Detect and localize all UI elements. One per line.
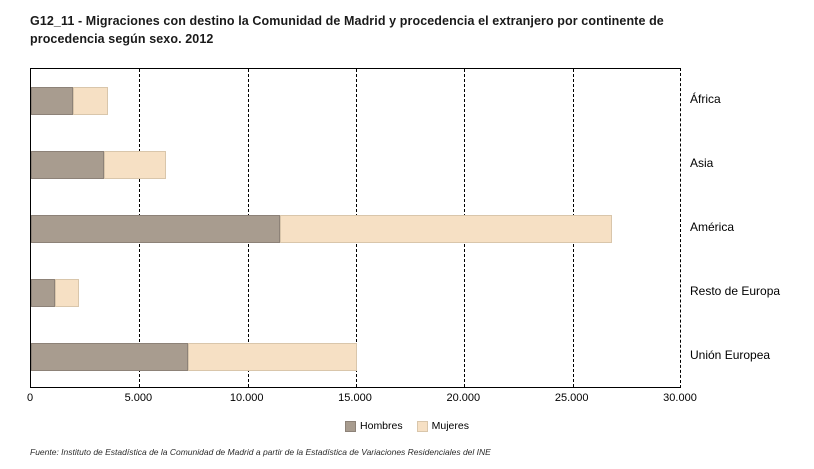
bar-segment-hombres [31,279,55,307]
bar-row [31,261,680,325]
category-label: Resto de Europa [690,284,781,298]
x-tick-label: 5.000 [124,392,153,404]
legend-item [345,420,403,432]
category-label: América [690,220,735,234]
bar-segment-hombres [31,87,73,115]
x-tick-label: 15.000 [338,392,372,404]
x-tick-label: 20.000 [446,392,481,404]
bar-segment-mujeres [280,215,612,243]
legend-swatch [417,421,428,432]
bar-row [31,133,680,197]
x-tick-label: 10.000 [229,392,264,404]
x-axis-tick-labels [26,392,730,410]
plot-right-gridline [680,68,681,388]
bar-segment-hombres [31,343,188,371]
plot-area [30,68,780,388]
x-tick-label: 30.000 [663,392,697,404]
bar-row [31,197,680,261]
bar-segment-mujeres [55,279,79,307]
bar-segment-mujeres [188,343,357,371]
bar-segment-mujeres [104,151,167,179]
source-note: Fuente: Instituto de Estadística de la Comunidad de Madrid a partir de la Estadística de Variaciones Residenciales del INE [30,447,491,457]
legend-label: Hombres [360,420,403,432]
x-tick-label: 0 [26,392,34,404]
category-label: África [690,92,721,106]
bar-segment-mujeres [73,87,108,115]
plot-canvas [30,68,680,388]
legend-swatch [345,421,356,432]
bar-segment-hombres [31,215,280,243]
legend-item [417,420,469,432]
category-axis-labels [690,68,810,388]
bar-row [31,325,680,389]
page-title: G12_11 - Migraciones con destino la Comunidad de Madrid y procedencia el extranjero por continente de procedencia según sexo. 2012 [30,14,664,46]
x-tick-label: 25.000 [554,392,589,404]
category-label: Unión Europea [690,348,771,362]
bar-row [31,69,680,133]
legend-label: Mujeres [431,420,469,432]
category-label: Asia [690,156,714,170]
chart-legend [0,420,814,432]
bar-segment-hombres [31,151,104,179]
